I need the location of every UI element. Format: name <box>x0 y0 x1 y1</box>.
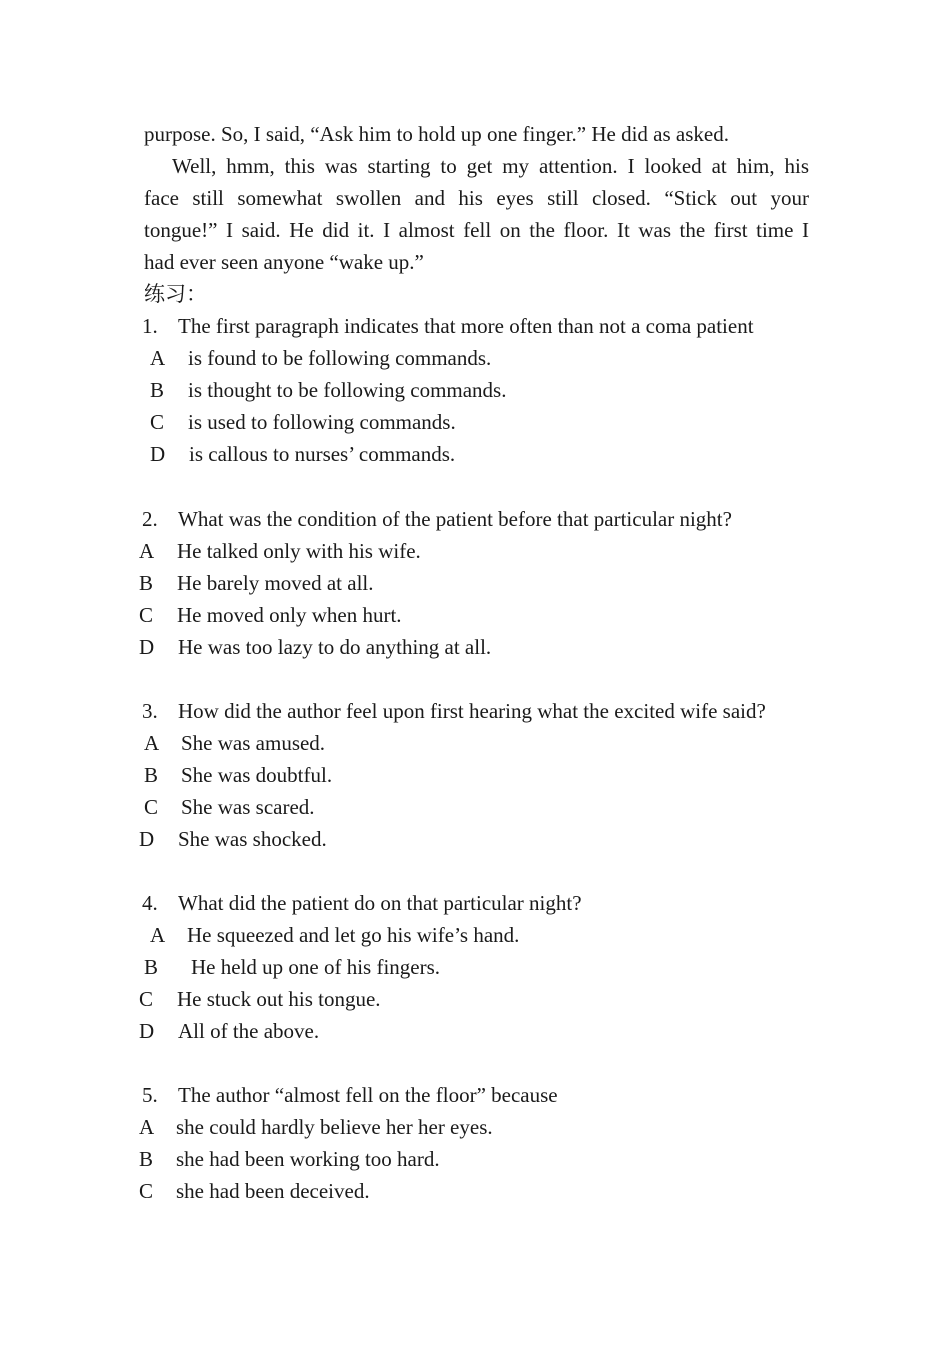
question-5 <box>142 1079 558 1111</box>
option-letter: A <box>139 1115 155 1139</box>
option-letter: A <box>139 539 155 563</box>
option-1d[interactable] <box>150 438 455 470</box>
option-text: All of the above. <box>178 1019 320 1043</box>
question-number: 3. <box>142 699 158 723</box>
question-2 <box>142 503 732 535</box>
option-text: He moved only when hurt. <box>177 603 402 627</box>
option-letter: A <box>144 731 160 755</box>
option-text: is found to be following commands. <box>188 346 492 370</box>
option-letter: C <box>139 603 154 627</box>
question-1 <box>142 310 754 342</box>
option-text: He squeezed and let go his wife’s hand. <box>187 923 520 947</box>
option-letter: A <box>150 923 166 947</box>
option-text: She was shocked. <box>178 827 327 851</box>
question-text: The author “almost fell on the floor” because <box>178 1083 558 1107</box>
option-3c[interactable] <box>144 791 315 823</box>
option-5b[interactable] <box>139 1143 440 1175</box>
option-5a[interactable] <box>139 1111 493 1143</box>
question-number: 1. <box>142 314 158 338</box>
exercise-label: 练习： <box>144 282 207 306</box>
option-2c[interactable] <box>139 599 402 631</box>
option-letter: C <box>150 410 165 434</box>
question-text: How did the author feel upon first hearing what the excited wife said? <box>178 699 766 723</box>
option-letter: C <box>139 987 154 1011</box>
option-letter: B <box>144 763 159 787</box>
option-letter: B <box>144 955 159 979</box>
option-text: He barely moved at all. <box>177 571 374 595</box>
option-text: She was scared. <box>181 795 315 819</box>
option-text: is callous to nurses’ commands. <box>189 442 456 466</box>
option-letter: C <box>139 1179 154 1203</box>
option-2b[interactable] <box>139 567 374 599</box>
option-letter: D <box>139 1019 155 1043</box>
option-text: she had been deceived. <box>176 1179 370 1203</box>
option-3d[interactable] <box>139 823 327 855</box>
option-letter: B <box>139 1147 154 1171</box>
passage-line: purpose. So, I said, “Ask him to hold up one finger.” He did as asked. <box>144 122 729 146</box>
option-text: He stuck out his tongue. <box>177 987 381 1011</box>
option-3b[interactable] <box>144 759 332 791</box>
question-text: What was the condition of the patient before that particular night? <box>178 507 732 531</box>
option-2a[interactable] <box>139 535 421 567</box>
option-4a[interactable] <box>150 919 519 951</box>
option-4d[interactable] <box>139 1015 319 1047</box>
passage-line: had ever seen anyone “wake up.” <box>144 250 424 274</box>
question-number: 5. <box>142 1083 158 1107</box>
option-letter: A <box>150 346 166 370</box>
option-5c[interactable] <box>139 1175 370 1207</box>
question-number: 2. <box>142 507 158 531</box>
question-3 <box>142 695 766 727</box>
passage-line: face still somewhat swollen and his eyes still closed. “Stick out your <box>144 186 809 210</box>
option-letter: D <box>139 635 155 659</box>
option-text: is thought to be following commands. <box>188 378 507 402</box>
option-letter: C <box>144 795 159 819</box>
option-1a[interactable] <box>150 342 491 374</box>
option-2d[interactable] <box>139 631 491 663</box>
option-text: she could hardly believe her her eyes. <box>176 1115 493 1139</box>
question-number: 4. <box>142 891 158 915</box>
option-text: She was doubtful. <box>181 763 333 787</box>
passage-line: Well, hmm, this was starting to get my attention. I looked at him, his <box>172 154 809 178</box>
option-3a[interactable] <box>144 727 325 759</box>
option-1c[interactable] <box>150 406 456 438</box>
passage-line: tongue!” I said. He did it. I almost fell on the floor. It was the first time I <box>144 218 809 242</box>
option-text: is used to following commands. <box>188 410 456 434</box>
option-text: He held up one of his fingers. <box>191 955 441 979</box>
question-text: What did the patient do on that particular night? <box>178 891 582 915</box>
option-text: He was too lazy to do anything at all. <box>178 635 492 659</box>
option-4c[interactable] <box>139 983 381 1015</box>
option-text: He talked only with his wife. <box>177 539 421 563</box>
option-letter: B <box>139 571 154 595</box>
option-text: She was amused. <box>181 731 326 755</box>
option-text: she had been working too hard. <box>176 1147 440 1171</box>
option-letter: B <box>150 378 165 402</box>
question-4 <box>142 887 582 919</box>
option-1b[interactable] <box>150 374 506 406</box>
option-letter: D <box>150 442 166 466</box>
question-text: The first paragraph indicates that more often than not a coma patient <box>178 314 754 338</box>
option-letter: D <box>139 827 155 851</box>
option-4b[interactable] <box>144 951 440 983</box>
